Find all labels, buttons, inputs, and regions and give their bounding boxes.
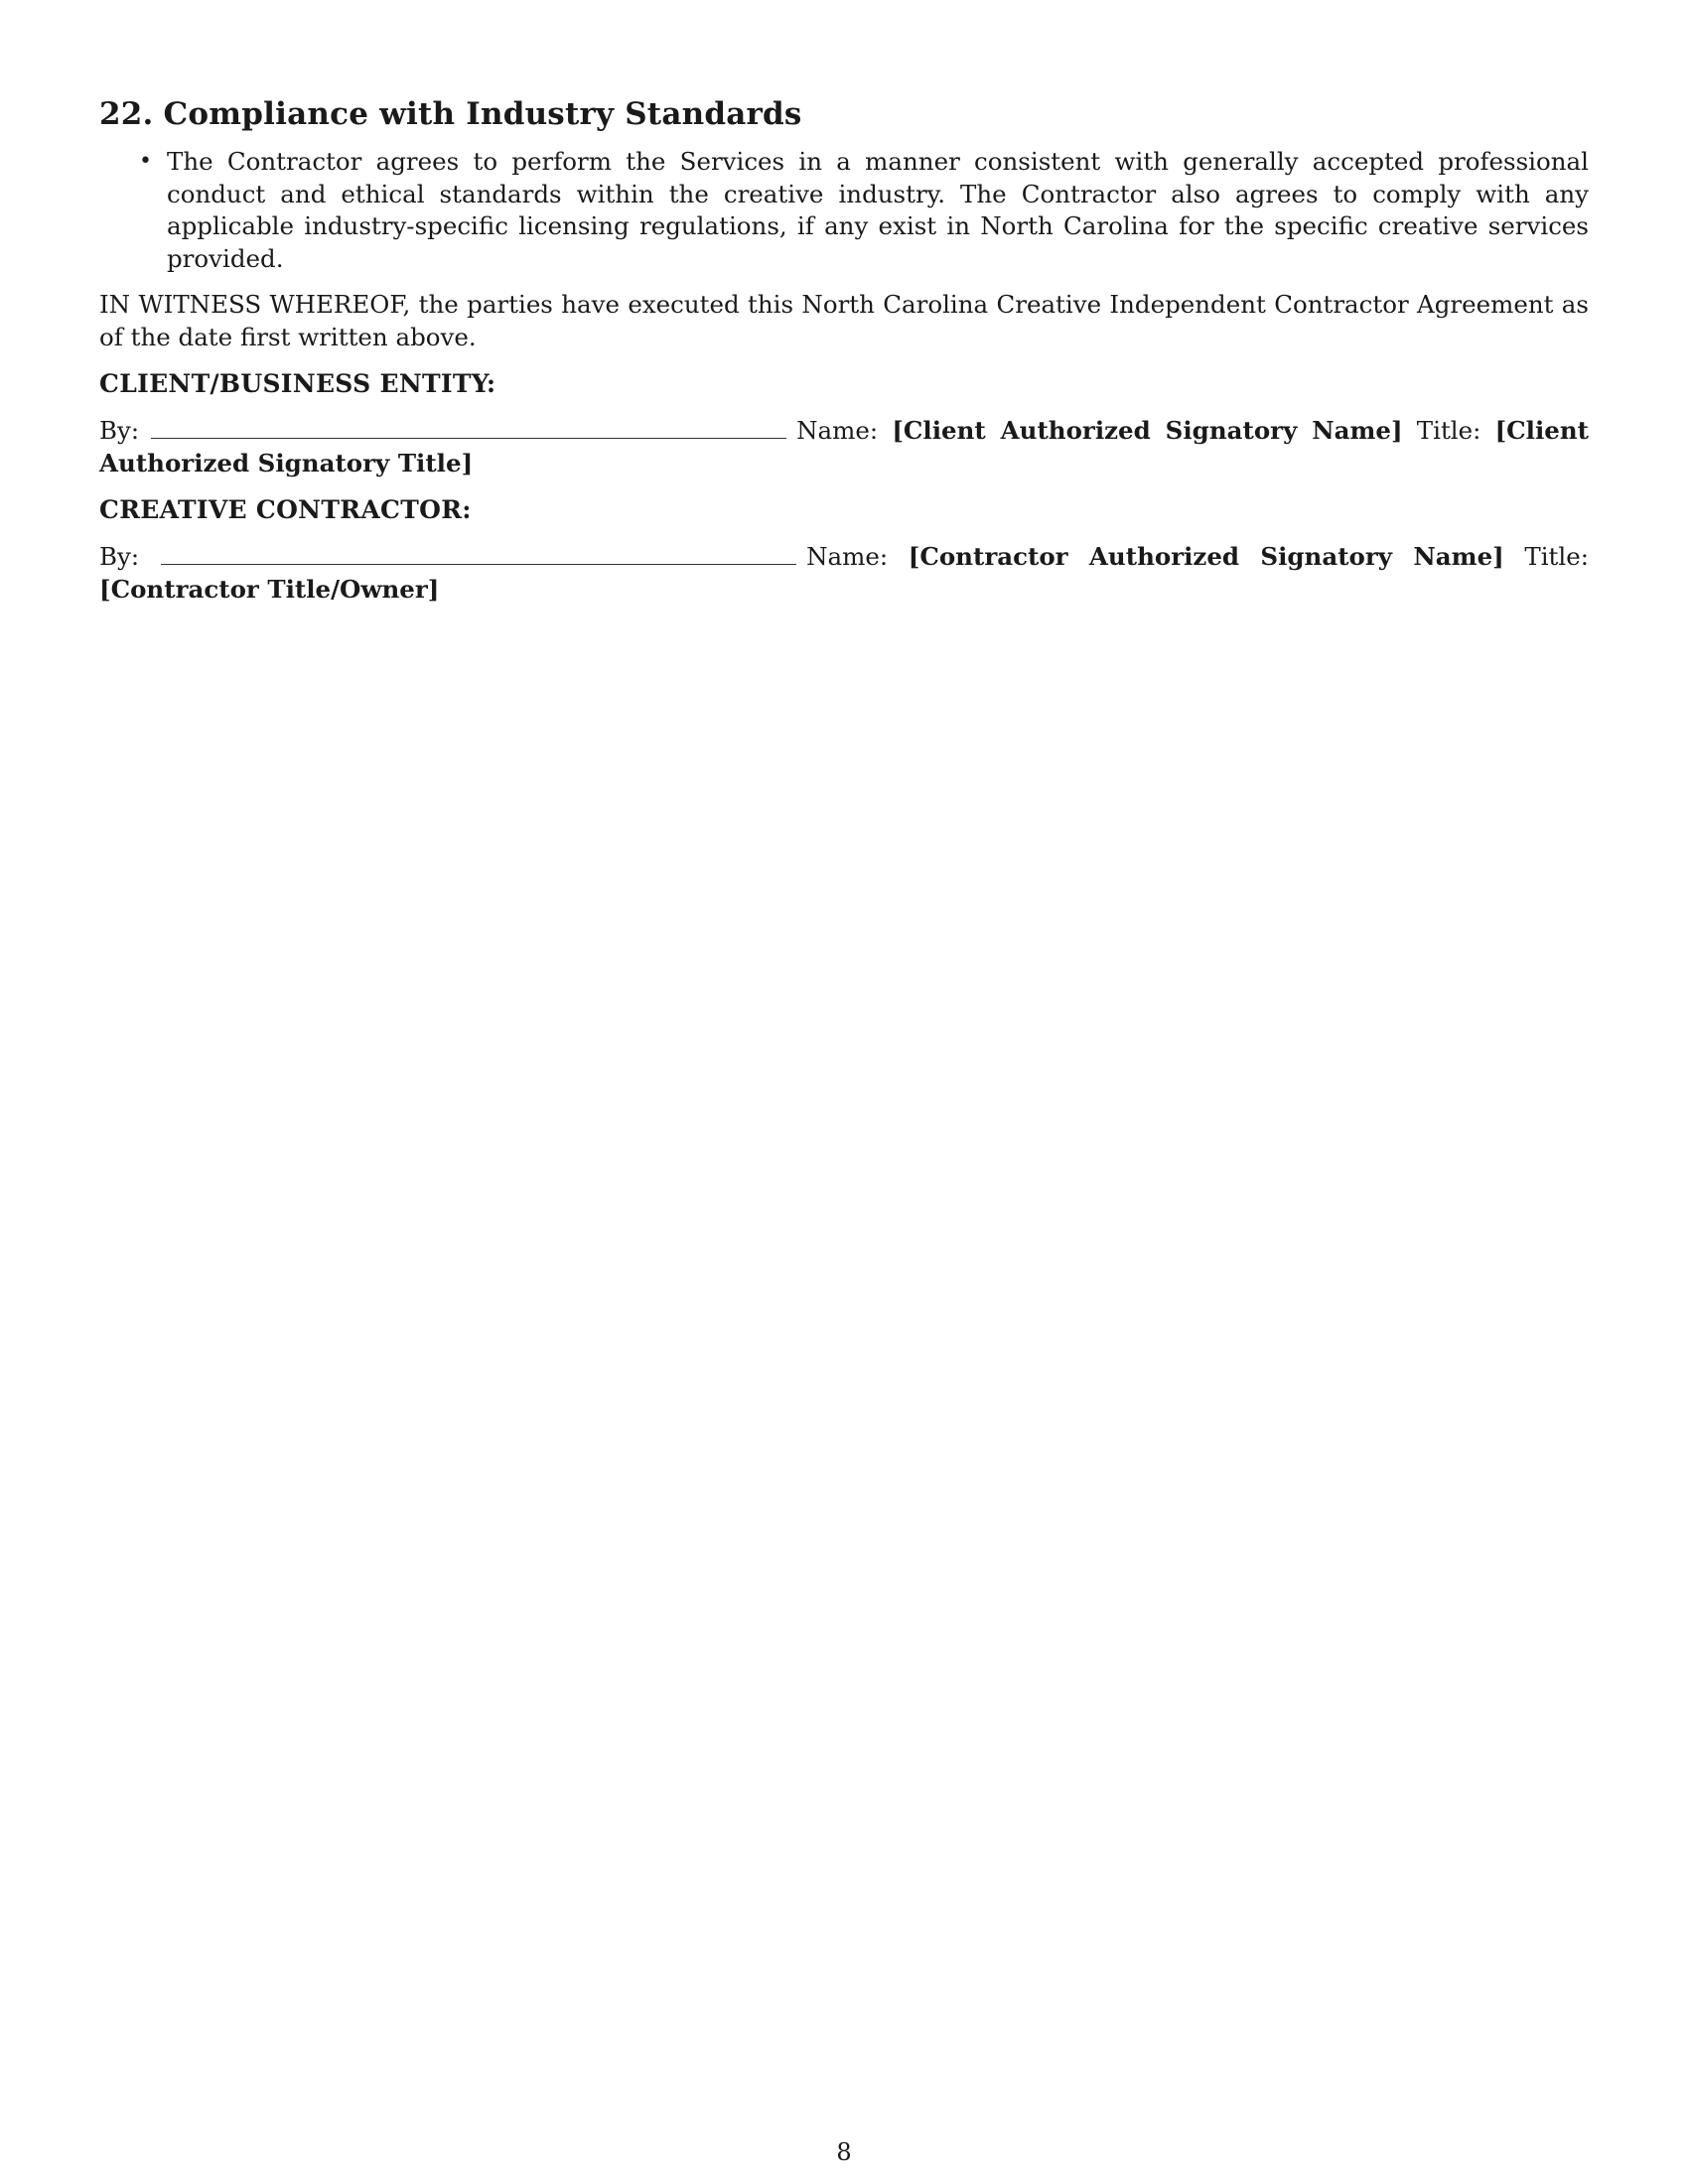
contractor-by-label: By: (99, 542, 140, 571)
section-heading (99, 94, 1589, 134)
client-signature-line[interactable] (151, 418, 786, 439)
document-page (99, 94, 1589, 619)
witness-paragraph: IN WITNESS WHEREOF, the parties have executed this North Carolina Creative Independent Contractor Agreement as of the date first written above. (99, 290, 1589, 351)
client-name-label: Name: (796, 416, 879, 445)
client-by-label: By: (99, 416, 140, 445)
client-title-label: Title: (1416, 416, 1481, 445)
contractor-signature-block (99, 541, 1589, 606)
section-title: Compliance with Industry Standards (163, 96, 802, 132)
client-signature-block (99, 415, 1589, 479)
bullet-marker: • (139, 149, 152, 174)
contractor-title-label: Title: (1524, 542, 1589, 571)
contractor-signature-line[interactable] (161, 544, 796, 565)
contractor-title-value: [Contractor Title/Owner] (99, 574, 440, 604)
list-item (139, 146, 1589, 275)
page-number: 8 (836, 2138, 852, 2166)
contractor-name-value: [Contractor Authorized Signatory Name] (908, 542, 1504, 571)
section-number: 22. (99, 96, 154, 132)
client-title-value: [Client Authorized Signatory Title] (99, 416, 1589, 478)
contractor-name-label: Name: (806, 542, 889, 571)
bullet-text: The Contractor agrees to perform the Services in a manner consistent with generally accepted professional conduct and ethical standards within the creative industry. The Contractor also agrees to comply with any applicable industry-specific licensing regulations, if any exist in North Carolina for the specific creative services provided. (167, 147, 1589, 273)
client-heading: CLIENT/BUSINESS ENTITY: (99, 369, 496, 398)
bullet-list (99, 146, 1589, 275)
contractor-heading: CREATIVE CONTRACTOR: (99, 495, 472, 524)
client-name-value: [Client Authorized Signatory Name] (892, 416, 1403, 445)
